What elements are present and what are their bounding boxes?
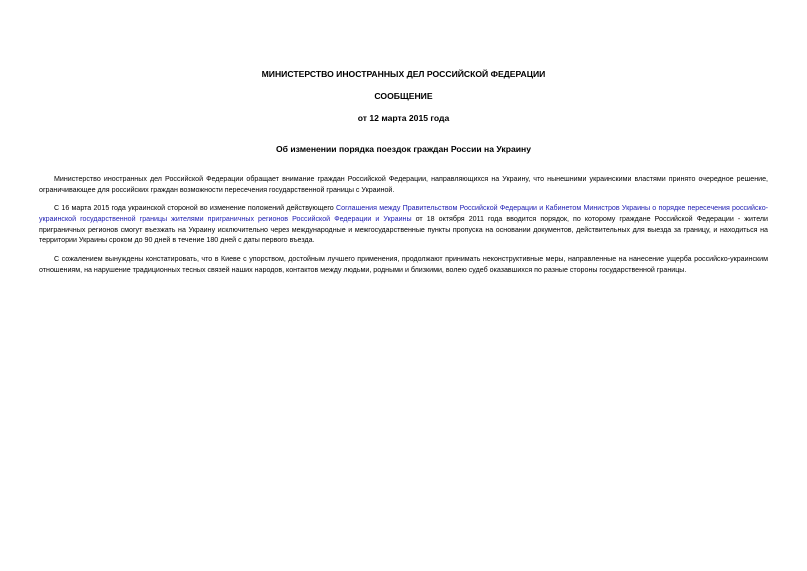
paragraph-2-text-before: С 16 марта 2015 года украинской стороной во изменение положений действующего [54,204,336,212]
document-date: от 12 марта 2015 года [357,113,450,123]
agreement-link[interactable]: Соглашения между Правительством Российской Федерации и Кабинетом Министров Украины о порядке пересечения российско-украинской государственной границы жителями приграничных регионов Российской Федерации и Украины [39,204,768,223]
document-type-heading: СООБЩЕНИЕ [374,91,433,101]
paragraph-1: Министерство иностранных дел Российской Федерации обращает внимание граждан Российской Федерации, направляющихся на Украину, что нынешними украинскими властями принято очередное решение, ограничивающее для российских граждан возможности пересечения государственной границы с Украиной. [39,175,768,194]
paragraph-3: С сожалением вынуждены констатировать, что в Киеве с упорством, достойным лучшего применения, продолжают принимать неконструктивные меры, направленные на нанесение ущерба российско-украинским отношениям, на нарушение традиционных тесных связей наших народов, контактов между людьми, родными и близкими, волею судеб оказавшихся по разные стороны государственной границы. [39,255,768,274]
document-subject-title: Об изменении порядка поездок граждан России на Украину [275,144,531,154]
ministry-heading: МИНИСТЕРСТВО ИНОСТРАННЫХ ДЕЛ РОССИЙСКОЙ ФЕДЕРАЦИИ [261,69,546,79]
paragraph-2 [39,203,768,246]
paragraph-2-text-after: от 18 октября 2011 года вводится порядок, по которому граждане Российской Федерации - жители приграничных регионов смогут въезжать на Украину исключительно через международные и межгосударственные пункты пропуска на основании документов, действительных для выезда за границу, и находиться на территории Украины сроком до 90 дней в течение 180 дней с даты первого въезда. [39,214,768,245]
